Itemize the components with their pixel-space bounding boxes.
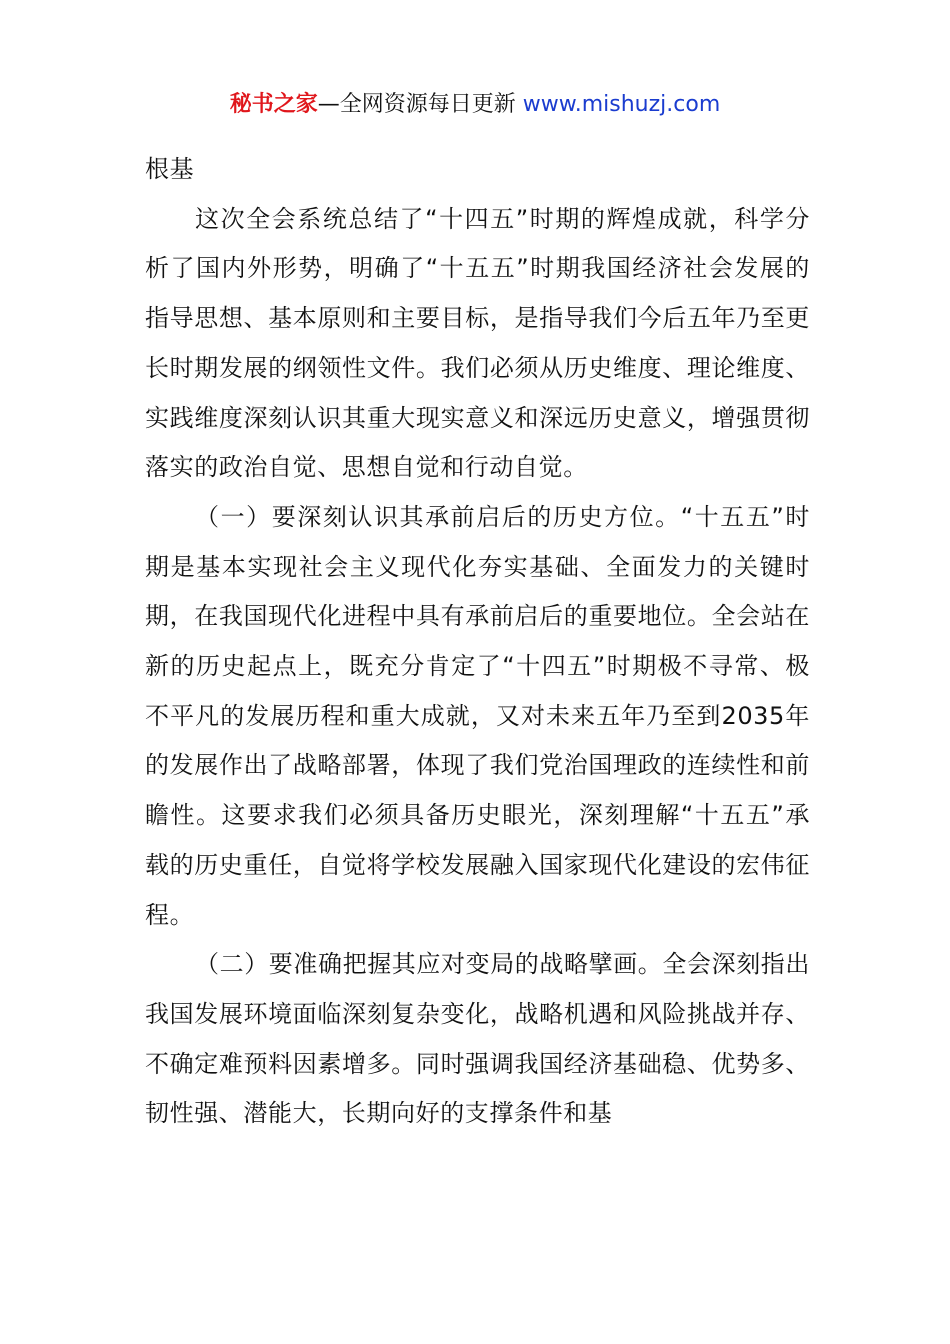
- paragraph-section-2: （二）要准确把握其应对变局的战略擘画。全会深刻指出我国发展环境面临深刻复杂变化，战略机遇和风险挑战并存、不确定难预料因素增多。同时强调我国经济基础稳、优势多、韧性强、潜能大，长期向好的支撑条件和基: [145, 950, 810, 1128]
- document-body: [145, 145, 810, 1139]
- site-header: [0, 88, 950, 122]
- paragraph-intro: 这次全会系统总结了“十四五”时期的辉煌成就，科学分析了国内外形势，明确了“十五五”时期我国经济社会发展的指导思想、基本原则和主要目标，是指导我们今后五年乃至更长时期发展的纲领性文件。我们必须从历史维度、理论维度、实践维度深刻认识其重大现实意义和深远历史意义，增强贯彻落实的政治自觉、思想自觉和行动自觉。: [145, 204, 810, 482]
- paragraph-section-1: （一）要深刻认识其承前启后的历史方位。“十五五”时期是基本实现社会主义现代化夯实基础、全面发力的关键时期，在我国现代化进程中具有承前启后的重要地位。全会站在新的历史起点上，既充分肯定了“十四五”时期极不寻常、极不平凡的发展历程和重大成就，又对未来五年乃至到2035年的发展作出了战略部署，体现了我们党治国理政的连续性和前瞻性。这要求我们必须具备历史眼光，深刻理解“十五五”承载的历史重任，自觉将学校发展融入国家现代化建设的宏伟征程。: [145, 502, 810, 929]
- paragraph-continuation: 根基: [145, 155, 195, 183]
- site-url-link[interactable]: www.mishuzj.com: [522, 92, 721, 117]
- header-tagline: —全网资源每日更新: [317, 92, 523, 117]
- brand-name: 秘书之家: [229, 92, 318, 117]
